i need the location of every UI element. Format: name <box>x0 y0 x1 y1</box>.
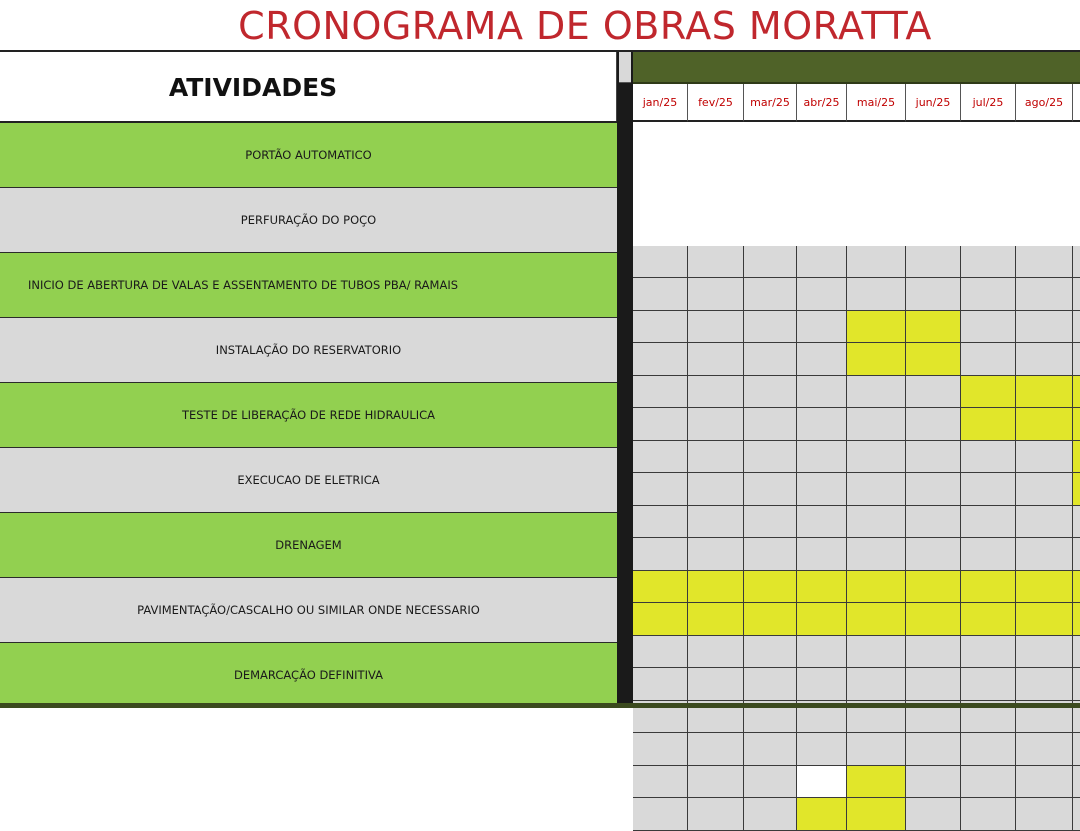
schedule-cell-active <box>961 408 1016 441</box>
schedule-cell <box>633 246 688 278</box>
timeline-header-band <box>633 52 1080 84</box>
schedule-cell <box>633 376 688 408</box>
activity-row <box>0 383 617 448</box>
schedule-cell-active <box>847 766 906 798</box>
schedule-cell <box>1016 441 1073 473</box>
activity-row <box>0 448 617 513</box>
activity-row <box>0 643 617 708</box>
schedule-cell <box>906 636 961 668</box>
month-header: jun/25 <box>906 84 961 122</box>
schedule-cell <box>1073 538 1080 571</box>
activity-label: PORTÃO AUTOMATICO <box>245 148 372 162</box>
schedule-cell <box>1016 311 1073 343</box>
schedule-cell <box>847 636 906 668</box>
activity-row <box>0 123 617 188</box>
schedule-cell <box>906 376 961 408</box>
schedule-cell <box>744 408 797 441</box>
activity-row <box>0 253 617 318</box>
schedule-cell-active <box>847 603 906 636</box>
schedule-cell-active <box>961 603 1016 636</box>
schedule-cell <box>847 376 906 408</box>
schedule-cell <box>797 473 847 506</box>
schedule-cell-active <box>1073 376 1080 408</box>
schedule-cell <box>797 538 847 571</box>
schedule-cell <box>1016 766 1073 798</box>
schedule-cell-active <box>906 311 961 343</box>
schedule-cell <box>744 538 797 571</box>
schedule-cell <box>797 343 847 376</box>
schedule-cell <box>906 441 961 473</box>
schedule-cell <box>688 376 744 408</box>
schedule-cell <box>688 343 744 376</box>
schedule-cell <box>633 278 688 311</box>
schedule-cell <box>633 636 688 668</box>
schedule-cell <box>744 246 797 278</box>
bottom-border <box>0 703 1080 708</box>
activity-label: TESTE DE LIBERAÇÃO DE REDE HIDRAULICA <box>181 408 436 422</box>
schedule-cell <box>961 766 1016 798</box>
schedule-cell <box>961 636 1016 668</box>
schedule-cell-active <box>1073 473 1080 506</box>
schedule-cell <box>688 408 744 441</box>
schedule-cell <box>961 473 1016 506</box>
schedule-cell <box>847 538 906 571</box>
schedule-cell <box>633 506 688 538</box>
schedule-cell-active <box>744 571 797 603</box>
schedule-cell <box>688 246 744 278</box>
schedule-cell-active <box>1073 441 1080 473</box>
schedule-cell-active <box>1073 603 1080 636</box>
schedule-cell <box>906 473 961 506</box>
schedule-cell <box>797 506 847 538</box>
schedule-cell <box>847 278 906 311</box>
schedule-cell-active <box>847 343 906 376</box>
schedule-cell <box>906 246 961 278</box>
schedule-cell <box>744 506 797 538</box>
schedule-cell <box>906 766 961 798</box>
schedule-cell <box>688 668 744 701</box>
schedule-cell-active <box>633 571 688 603</box>
schedule-cell-active <box>961 571 1016 603</box>
schedule-cell <box>1016 733 1073 766</box>
activity-row <box>0 188 617 253</box>
schedule-cell <box>1073 246 1080 278</box>
schedule-cell <box>633 441 688 473</box>
schedule-cell-active <box>847 571 906 603</box>
schedule-cell <box>1016 278 1073 311</box>
schedule-cell <box>688 538 744 571</box>
schedule-cell <box>633 798 688 831</box>
month-header: jul/25 <box>961 84 1016 122</box>
schedule-cell <box>906 538 961 571</box>
schedule-cell <box>1073 668 1080 701</box>
schedule-cell <box>1016 506 1073 538</box>
month-header: mar/25 <box>744 84 797 122</box>
schedule-cell <box>847 668 906 701</box>
schedule-cell <box>906 408 961 441</box>
month-header: ago/25 <box>1016 84 1073 122</box>
schedule-cell-active <box>906 343 961 376</box>
schedule-cell <box>797 733 847 766</box>
schedule-cell <box>744 311 797 343</box>
schedule-cell <box>688 506 744 538</box>
schedule-cell-active <box>1016 603 1073 636</box>
schedule-cell-active <box>906 571 961 603</box>
schedule-cell <box>961 506 1016 538</box>
month-header: abr/25 <box>797 84 847 122</box>
schedule-cell-active <box>1073 408 1080 441</box>
month-header: mai/25 <box>847 84 906 122</box>
schedule-cell <box>744 798 797 831</box>
activity-row <box>0 513 617 578</box>
activity-label: DRENAGEM <box>275 538 342 552</box>
schedule-cell <box>1073 278 1080 311</box>
schedule-cell <box>633 343 688 376</box>
schedule-cell <box>797 278 847 311</box>
schedule-cell <box>744 441 797 473</box>
schedule-cell <box>906 506 961 538</box>
schedule-cell <box>744 278 797 311</box>
schedule-cell <box>1073 798 1080 831</box>
schedule-cell <box>847 506 906 538</box>
activity-row <box>0 578 617 643</box>
schedule-cell <box>633 668 688 701</box>
schedule-cell <box>1016 343 1073 376</box>
schedule-cell-active <box>906 603 961 636</box>
schedule-cell <box>688 733 744 766</box>
schedule-cell <box>961 278 1016 311</box>
schedule-cell <box>797 766 847 798</box>
schedule-cell <box>847 733 906 766</box>
schedule-cell <box>1016 246 1073 278</box>
activity-label: PAVIMENTAÇÃO/CASCALHO OU SIMILAR ONDE NECESSARIO <box>137 603 480 617</box>
schedule-cell-active <box>1016 571 1073 603</box>
schedule-cell <box>688 311 744 343</box>
schedule-cell <box>744 668 797 701</box>
schedule-cell <box>961 246 1016 278</box>
schedule-cell <box>1016 798 1073 831</box>
schedule-cell <box>797 246 847 278</box>
schedule-cell <box>633 766 688 798</box>
schedule-cell <box>1016 473 1073 506</box>
schedule-cell <box>847 441 906 473</box>
schedule-cell <box>906 668 961 701</box>
schedule-cell <box>1073 636 1080 668</box>
schedule-cell <box>744 473 797 506</box>
schedule-cell <box>744 343 797 376</box>
schedule-cell <box>906 798 961 831</box>
schedule-cell <box>961 798 1016 831</box>
column-divider <box>617 52 633 708</box>
schedule-cell <box>797 408 847 441</box>
schedule-cell <box>633 311 688 343</box>
activities-header: ATIVIDADES <box>0 52 617 122</box>
schedule-cell <box>961 441 1016 473</box>
schedule-cell <box>688 798 744 831</box>
schedule-cell <box>744 636 797 668</box>
schedule-cell <box>1073 311 1080 343</box>
frozen-pane-handle[interactable] <box>619 52 631 83</box>
activity-label: INICIO DE ABERTURA DE VALAS E ASSENTAMENTO DE TUBOS PBA/ RAMAIS <box>28 278 459 292</box>
schedule-cell <box>961 668 1016 701</box>
schedule-cell <box>797 441 847 473</box>
schedule-cell <box>744 376 797 408</box>
page-title: CRONOGRAMA DE OBRAS MORATTA <box>238 4 932 48</box>
activity-label: DEMARCAÇÃO DEFINITIVA <box>234 668 383 682</box>
schedule-cell <box>961 311 1016 343</box>
schedule-cell-active <box>688 603 744 636</box>
activity-label: PERFURAÇÃO DO POÇO <box>240 213 377 227</box>
schedule-cell <box>797 636 847 668</box>
activities-column <box>0 123 617 708</box>
schedule-cell-active <box>633 603 688 636</box>
schedule-cell <box>961 733 1016 766</box>
schedule-cell <box>1073 343 1080 376</box>
schedule-cell <box>688 766 744 798</box>
schedule-cell-active <box>1073 571 1080 603</box>
schedule-cell <box>688 278 744 311</box>
schedule-cell <box>961 538 1016 571</box>
month-header: jan/25 <box>633 84 688 122</box>
schedule-cell-active <box>961 376 1016 408</box>
schedule-cell <box>797 376 847 408</box>
activity-label: EXECUCAO DE ELETRICA <box>237 473 380 487</box>
schedule-cell-active <box>797 603 847 636</box>
schedule-cell <box>688 636 744 668</box>
schedule-cell-active <box>1016 376 1073 408</box>
activity-row <box>0 318 617 383</box>
schedule-cell <box>1016 668 1073 701</box>
activity-label: INSTALAÇÃO DO RESERVATORIO <box>215 343 402 357</box>
schedule-cell-active <box>1016 408 1073 441</box>
schedule-cell <box>1016 636 1073 668</box>
schedule-cell-active <box>744 603 797 636</box>
schedule-cell-active <box>688 571 744 603</box>
schedule-cell <box>906 278 961 311</box>
schedule-cell <box>906 733 961 766</box>
schedule-cell <box>1073 766 1080 798</box>
schedule-cell <box>961 343 1016 376</box>
schedule-cell <box>688 473 744 506</box>
schedule-cell-active <box>797 571 847 603</box>
schedule-cell <box>688 441 744 473</box>
schedule-cell <box>1073 506 1080 538</box>
schedule-cell <box>1073 733 1080 766</box>
schedule-cell <box>633 408 688 441</box>
schedule-cell <box>847 408 906 441</box>
month-header-clipped <box>1073 84 1080 122</box>
schedule-cell <box>633 538 688 571</box>
schedule-cell <box>1016 538 1073 571</box>
schedule-cell-active <box>797 798 847 831</box>
schedule-cell <box>797 311 847 343</box>
schedule-cell <box>847 473 906 506</box>
schedule-cell-active <box>847 311 906 343</box>
schedule-cell <box>744 766 797 798</box>
schedule-cell <box>847 246 906 278</box>
schedule-cell <box>797 668 847 701</box>
schedule-cell <box>633 473 688 506</box>
schedule-cell-active <box>847 798 906 831</box>
month-header: fev/25 <box>688 84 744 122</box>
schedule-cell <box>744 733 797 766</box>
schedule-cell <box>633 733 688 766</box>
